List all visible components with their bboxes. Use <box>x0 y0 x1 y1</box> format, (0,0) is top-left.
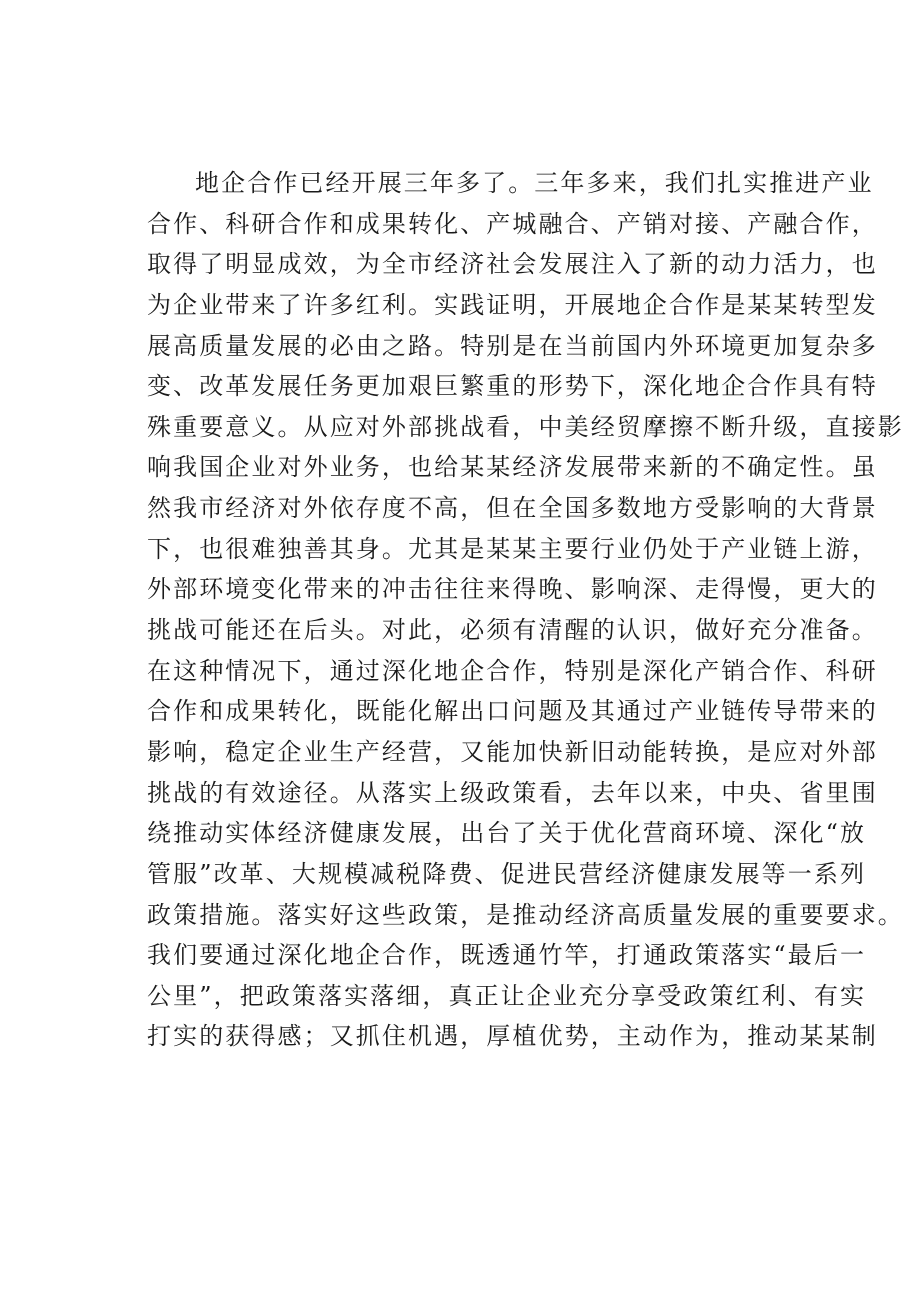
text-line: 为企业带来了许多红利。实践证明，开展地企合作是某某转型发 <box>147 290 878 319</box>
text-line: 下，也很难独善其身。尤其是某某主要行业仍处于产业链上游， <box>147 534 878 563</box>
text-line: 打实的获得感；又抓住机遇，厚植优势，主动作为，推动某某制 <box>147 1022 878 1051</box>
text-line: 公里”，把政策落实落细，真正让企业充分享受政策红利、有实 <box>147 981 867 1010</box>
text-line: 我们要通过深化地企合作，既透通竹竿，打通政策落实“最后一 <box>147 941 867 970</box>
text-line: 在这种情况下，通过深化地企合作，特别是深化产销合作、科研 <box>147 656 878 685</box>
text-line: 地企合作已经开展三年多了。三年多来，我们扎实推进产业 <box>195 169 874 197</box>
text-line: 合作和成果转化，既能化解出口问题及其通过产业链传导带来的 <box>147 697 878 726</box>
text-line: 管服”改革、大规模减税降费、促进民营经济健康发展等一系列 <box>147 859 867 888</box>
text-line: 展高质量发展的必由之路。特别是在当前国内外环境更加复杂多 <box>147 331 878 360</box>
text-line: 合作、科研合作和成果转化、产城融合、产销对接、产融合作， <box>147 209 878 238</box>
text-line: 变、改革发展任务更加艰巨繁重的形势下，深化地企合作具有特 <box>147 372 878 401</box>
text-line: 外部环境变化带来的冲击往往来得晚、影响深、走得慢，更大的 <box>147 575 878 604</box>
text-line: 绕推动实体经济健康发展，出台了关于优化营商环境、深化“放 <box>147 819 867 848</box>
body-paragraph <box>147 163 904 1057</box>
text-line: 挑战的有效途径。从落实上级政策看，去年以来，中央、省里围 <box>147 778 878 807</box>
text-line: 然我市经济对外依存度不高，但在全国多数地方受影响的大背景 <box>147 494 878 523</box>
text-line: 政策措施。落实好这些政策，是推动经济高质量发展的重要要求。 <box>147 900 904 929</box>
text-line: 挑战可能还在后头。对此，必须有清醒的认识，做好充分准备。 <box>147 616 878 645</box>
text-line: 影响，稳定企业生产经营，又能加快新旧动能转换，是应对外部 <box>147 737 878 766</box>
text-line: 殊重要意义。从应对外部挑战看，中美经贸摩擦不断升级，直接影 <box>147 412 904 441</box>
text-line: 取得了明显成效，为全市经济社会发展注入了新的动力活力，也 <box>147 250 878 279</box>
text-line: 响我国企业对外业务，也给某某经济发展带来新的不确定性。虽 <box>147 453 878 482</box>
